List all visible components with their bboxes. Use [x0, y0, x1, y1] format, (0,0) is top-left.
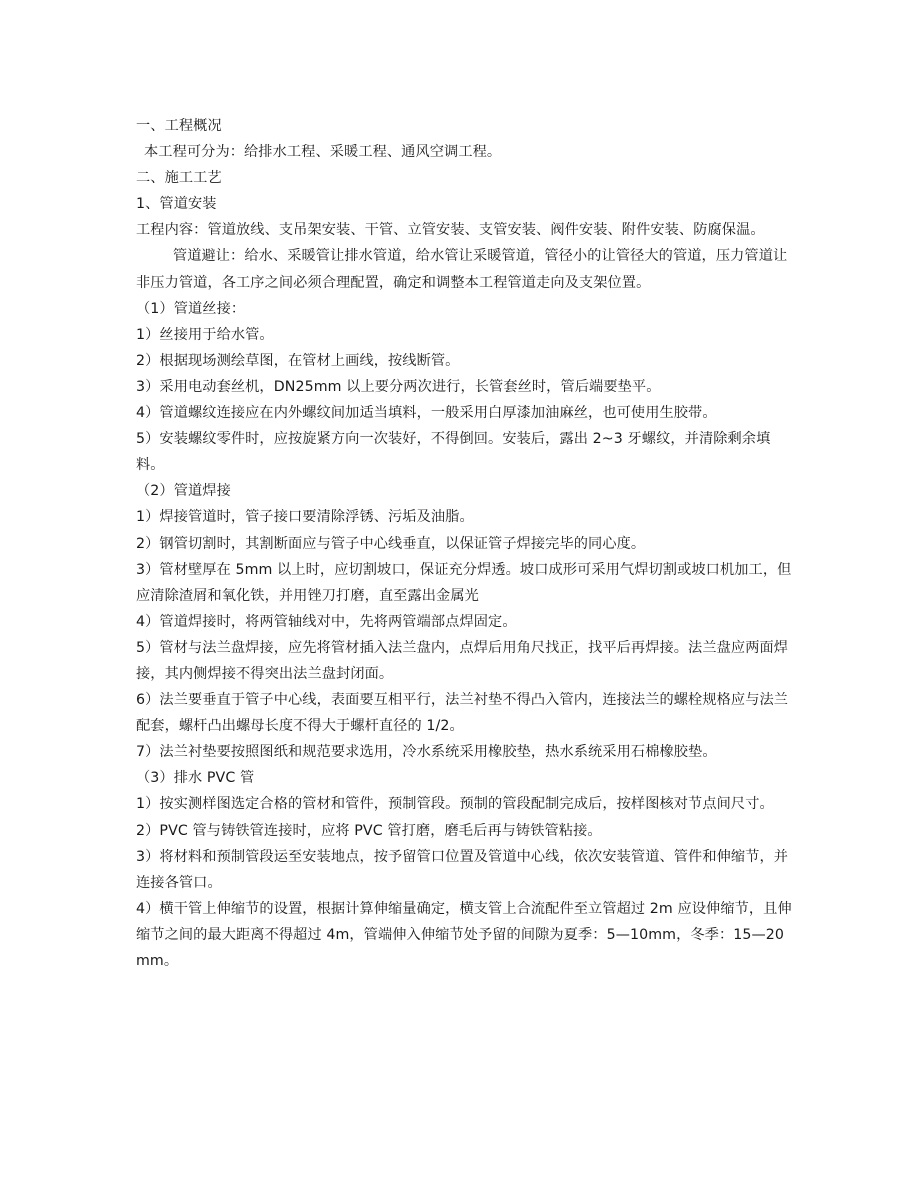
subsection-heading: （3）排水 PVC 管: [136, 770, 255, 787]
paragraph: 工程内容：管道放线、支吊架安装、干管、立管安装、支管安装、阀件安装、附件安装、防腐保温。: [136, 222, 765, 239]
paragraph: 管道避让：给水、采暖管让排水管道，给水管让采暖管道，管径小的让管径大的管道，压力管道让非压力管道，各工序之间必须合理配置，确定和调整本工程管道走向及支架位置。: [136, 248, 788, 291]
list-item: 4）横干管上伸缩节的设置，根据计算伸缩量确定，横支管上合流配件至立管超过 2m 应设伸缩节，且伸缩节之间的最大距离不得超过 4m，管端伸入伸缩节处予留的间隙为夏季：5—10mm，冬季：15—20mm。: [136, 900, 792, 969]
list-item: 1）丝接用于给水管。: [136, 326, 274, 343]
paragraph: 本工程可分为：给排水工程、采暖工程、通风空调工程。: [144, 144, 502, 161]
list-item: 5）安装螺纹零件时，应按旋紧方向一次装好，不得倒回。安装后，露出 2~3 牙螺纹，并清除剩余填料。: [136, 431, 771, 474]
section-heading: 二、施工工艺: [136, 170, 222, 187]
list-item: 7）法兰衬垫要按照图纸和规范要求选用，冷水系统采用橡胶垫，热水系统采用石棉橡胶垫。: [136, 744, 717, 761]
list-item: 1）按实测样图选定合格的管材和管件，预制管段。预制的管段配制完成后，按样图核对节点间尺寸。: [136, 796, 774, 813]
list-item: 2）根据现场测绘草图，在管材上画线，按线断管。: [136, 352, 460, 369]
list-item: 2）钢管切割时，其割断面应与管子中心线垂直，以保证管子焊接完毕的同心度。: [136, 535, 646, 552]
document-body: [136, 113, 792, 974]
section-heading: 一、工程概况: [136, 118, 222, 134]
list-item: 4）管道螺纹连接应在内外螺纹间加适当填料，一般采用白厚漆加油麻丝，也可使用生胶带。: [136, 405, 717, 422]
subsection-heading: （1）管道丝接：: [136, 300, 246, 317]
list-item: 2）PVC 管与铸铁管连接时，应将 PVC 管打磨，磨毛后再与铸铁管粘接。: [136, 822, 602, 839]
list-item: 3）采用电动套丝机，DN25mm 以上要分两次进行，长管套丝时，管后端要垫平。: [136, 378, 661, 395]
list-item: 5）管材与法兰盘焊接，应先将管材插入法兰盘内，点焊后用角尺找正，找平后再焊接。法兰盘应两面焊接，其内侧焊接不得突出法兰盘封闭面。: [136, 639, 789, 682]
list-item: 3）管材壁厚在 5mm 以上时，应切割坡口，保证充分焊透。坡口成形可采用气焊切割或坡口机加工，但应清除渣屑和氧化铁，并用锉刀打磨，直至露出金属光: [136, 561, 792, 604]
list-item: 3）将材料和预制管段运至安装地点，按予留管口位置及管道中心线，依次安装管道、管件和伸缩节，并连接各管口。: [136, 848, 789, 891]
list-item: 1）焊接管道时，管子接口要清除浮锈、污垢及油脂。: [136, 509, 474, 526]
list-item: 4）管道焊接时，将两管轴线对中，先将两管端部点焊固定。: [136, 613, 517, 630]
subsection-heading: （2）管道焊接: [136, 483, 231, 500]
list-item: 6）法兰要垂直于管子中心线，表面要互相平行，法兰衬垫不得凸入管内，连接法兰的螺栓规格应与法兰配套，螺杆凸出螺母长度不得大于螺杆直径的 1/2。: [136, 692, 789, 735]
subsection-heading: 1、管道安装: [136, 196, 217, 213]
